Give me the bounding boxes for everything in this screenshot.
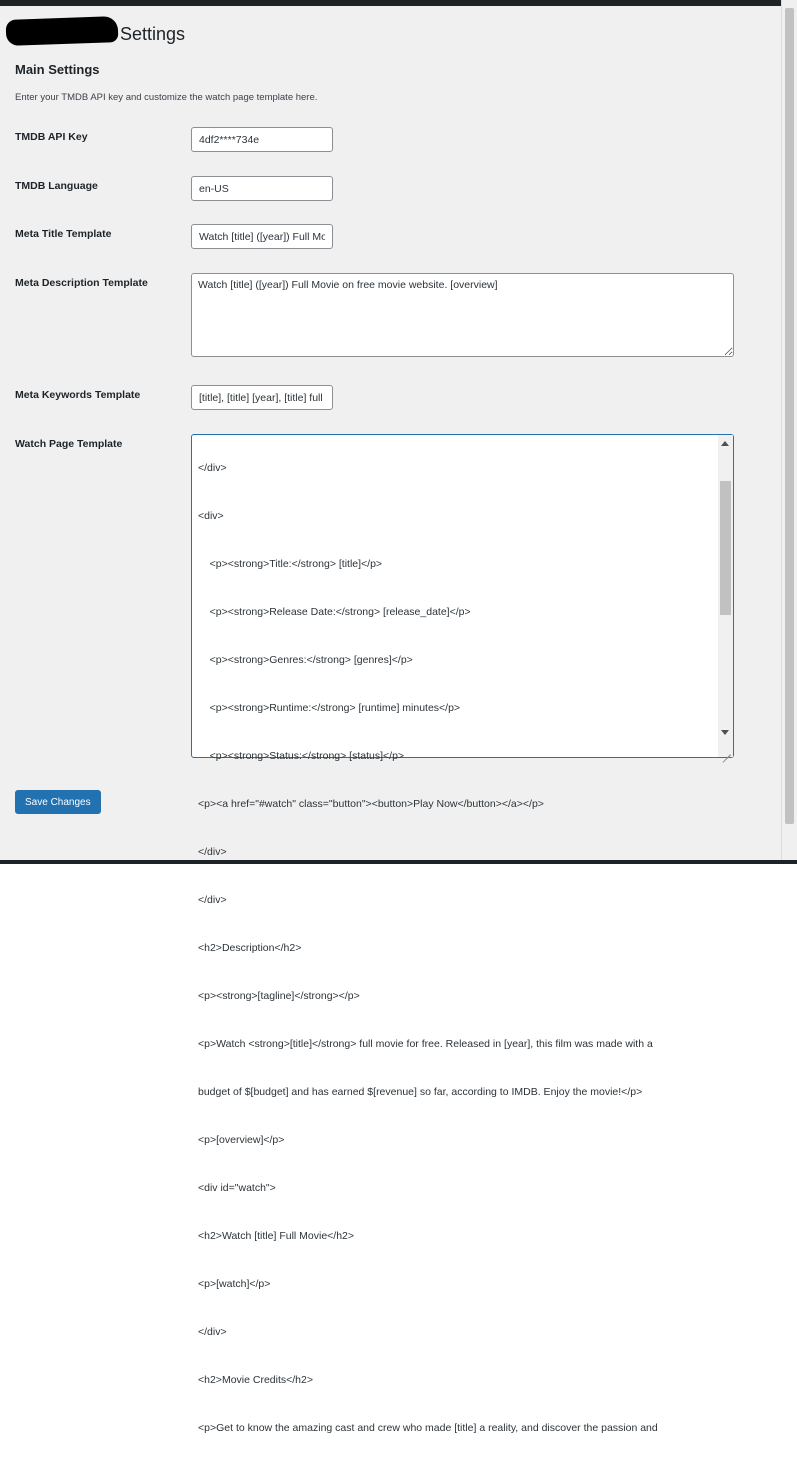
template-line: <div> [198, 510, 224, 522]
template-line: </div> [198, 462, 227, 474]
template-line: <p>Get to know the amazing cast and crew who made [title] a reality, and discover the passion and [198, 1422, 658, 1434]
language-label: TMDB Language [15, 180, 98, 192]
scroll-up-arrow-icon[interactable] [721, 441, 729, 446]
template-line: </div> [198, 1326, 227, 1338]
template-line: <p><strong>Genres:</strong> [genres]</p> [198, 654, 413, 666]
template-line: <p><strong>[tagline]</strong></p> [198, 990, 360, 1002]
template-scrollbar[interactable] [718, 435, 733, 757]
meta-keywords-label: Meta Keywords Template [15, 389, 141, 401]
template-line: </div> [198, 894, 227, 906]
api-key-input[interactable] [191, 127, 333, 152]
scroll-down-arrow-icon[interactable] [721, 730, 729, 735]
meta-title-input[interactable] [191, 224, 333, 249]
watch-template-content [198, 428, 717, 1468]
template-line: <p><strong>Status:</strong> [status]</p> [198, 750, 405, 762]
watch-template-label: Watch Page Template [15, 438, 123, 450]
template-line: budget of $[budget] and has earned $[revenue] so far, according to IMDB. Enjoy the movie!</p> [198, 1086, 643, 1098]
template-line: <p>[watch]</p> [198, 1278, 271, 1290]
watch-template-textarea[interactable] [191, 434, 734, 1434]
page-scrollbar[interactable] [781, 0, 797, 864]
section-title: Main Settings [15, 62, 100, 77]
template-line: <h2>Description</h2> [198, 942, 302, 954]
template-line: <h2>Movie Credits</h2> [198, 1374, 313, 1386]
template-line: <p><strong>Title:</strong> [title]</p> [198, 558, 383, 570]
meta-description-textarea[interactable] [191, 273, 734, 357]
api-key-label: TMDB API Key [15, 131, 88, 143]
page-title [6, 22, 185, 48]
template-line: <p><strong>Release Date:</strong> [release_date]</p> [198, 606, 471, 618]
template-line: <p>Watch <strong>[title]</strong> full movie for free. Released in [year], this film was made with a [198, 1038, 653, 1050]
redacted-plugin-name [6, 16, 119, 46]
template-line: </div> [198, 846, 227, 858]
template-line: <p><a href="#watch" class="button"><button>Play Now</button></a></p> [198, 798, 544, 810]
template-line: <p>[overview]</p> [198, 1134, 285, 1146]
template-line: <div id="watch"> [198, 1182, 276, 1194]
page-title-text: Settings [120, 23, 186, 44]
template-scrollbar-thumb[interactable] [720, 481, 731, 615]
meta-keywords-input[interactable] [191, 385, 333, 410]
save-changes-button[interactable]: Save Changes [15, 790, 101, 814]
template-line: <p><strong>Runtime:</strong> [runtime] minutes</p> [198, 702, 461, 714]
resize-grip-icon[interactable] [722, 746, 731, 755]
meta-title-label: Meta Title Template [15, 228, 112, 240]
template-line: <h2>Watch [title] Full Movie</h2> [198, 1230, 355, 1242]
section-description: Enter your TMDB API key and customize the watch page template here. [15, 92, 318, 103]
page-scrollbar-thumb[interactable] [785, 8, 794, 824]
meta-description-label: Meta Description Template [15, 277, 148, 289]
language-input[interactable] [191, 176, 333, 201]
